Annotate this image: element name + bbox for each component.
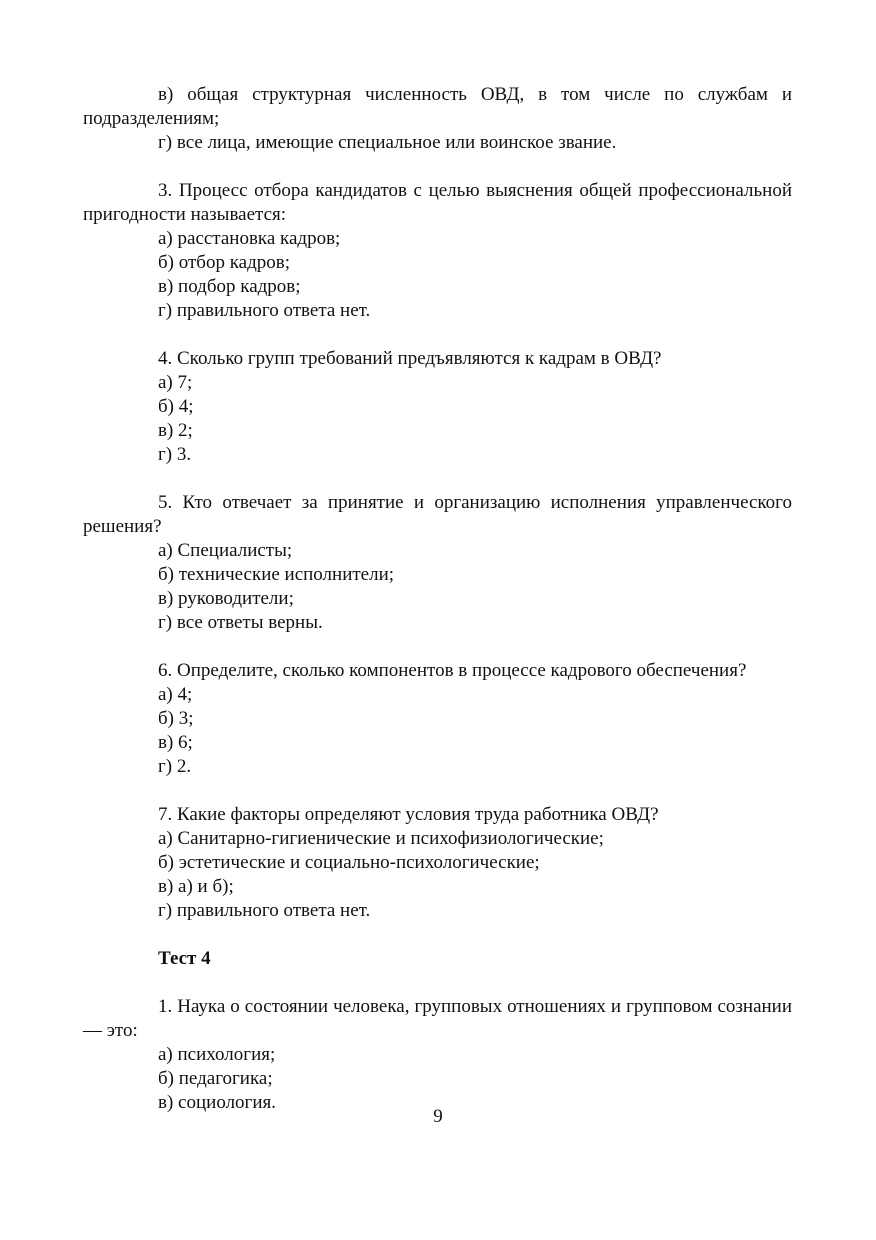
question-4-option-b: б) 4; (158, 396, 194, 417)
question-3-option-g: г) правильного ответа нет. (158, 300, 371, 321)
question-4-option-v: в) 2; (158, 420, 193, 441)
document-page (83, 83, 792, 1115)
test-4-heading: Тест 4 (158, 948, 211, 969)
question-7-text: 7. Какие факторы определяют условия труда работника ОВД? (158, 804, 659, 825)
spacer (83, 467, 792, 491)
continuation-option-g: г) все лица, имеющие специальное или воинское звание. (158, 132, 617, 153)
question-4-option-g: г) 3. (158, 444, 192, 465)
question-6-option-b: б) 3; (158, 708, 194, 729)
question-5-option-b: б) технические исполнители; (158, 564, 395, 585)
question-5-option-v: в) руководители; (158, 588, 294, 609)
question-6-option-g: г) 2. (158, 756, 192, 777)
question-7-option-a: а) Санитарно-гигиенические и психофизиологические; (158, 828, 604, 849)
test-4-question-1-option-b: б) педагогика; (158, 1068, 273, 1089)
test-4-question-1-option-a: а) психология; (158, 1044, 276, 1065)
spacer (83, 923, 792, 947)
question-3-option-a: а) расстановка кадров; (158, 228, 341, 249)
question-7-option-g: г) правильного ответа нет. (158, 900, 371, 921)
test-4-question-1-option-v: в) социология. (158, 1092, 276, 1113)
question-6-option-a: а) 4; (158, 684, 193, 705)
question-7-option-v: в) а) и б); (158, 876, 234, 897)
question-3-option-b: б) отбор кадров; (158, 252, 291, 273)
question-4-text: 4. Сколько групп требований предъявляются к кадрам в ОВД? (158, 348, 662, 369)
question-6-option-v: в) 6; (158, 732, 193, 753)
spacer (83, 635, 792, 659)
question-7-option-b: б) эстетические и социально-психологические; (158, 852, 540, 873)
test-4-question-1-text: 1. Наука о состоянии человека, групповых отношениях и групповом сознании — это: (83, 996, 792, 1041)
question-4-option-a: а) 7; (158, 372, 193, 393)
page-number: 9 (433, 1106, 443, 1127)
spacer (83, 323, 792, 347)
question-5-option-g: г) все ответы верны. (158, 612, 323, 633)
continuation-option-v: в) общая структурная численность ОВД, в том числе по службам и подразделениям; (83, 84, 792, 129)
question-5-option-a: а) Специалисты; (158, 540, 293, 561)
question-3-option-v: в) подбор кадров; (158, 276, 301, 297)
spacer (83, 971, 792, 995)
question-3-text: 3. Процесс отбора кандидатов с целью выяснения общей профессиональной пригодности называется: (83, 180, 792, 225)
question-5-text: 5. Кто отвечает за принятие и организацию исполнения управленческого решения? (83, 492, 792, 537)
spacer (83, 779, 792, 803)
question-6-text: 6. Определите, сколько компонентов в процессе кадрового обеспечения? (158, 660, 747, 681)
spacer (83, 155, 792, 179)
